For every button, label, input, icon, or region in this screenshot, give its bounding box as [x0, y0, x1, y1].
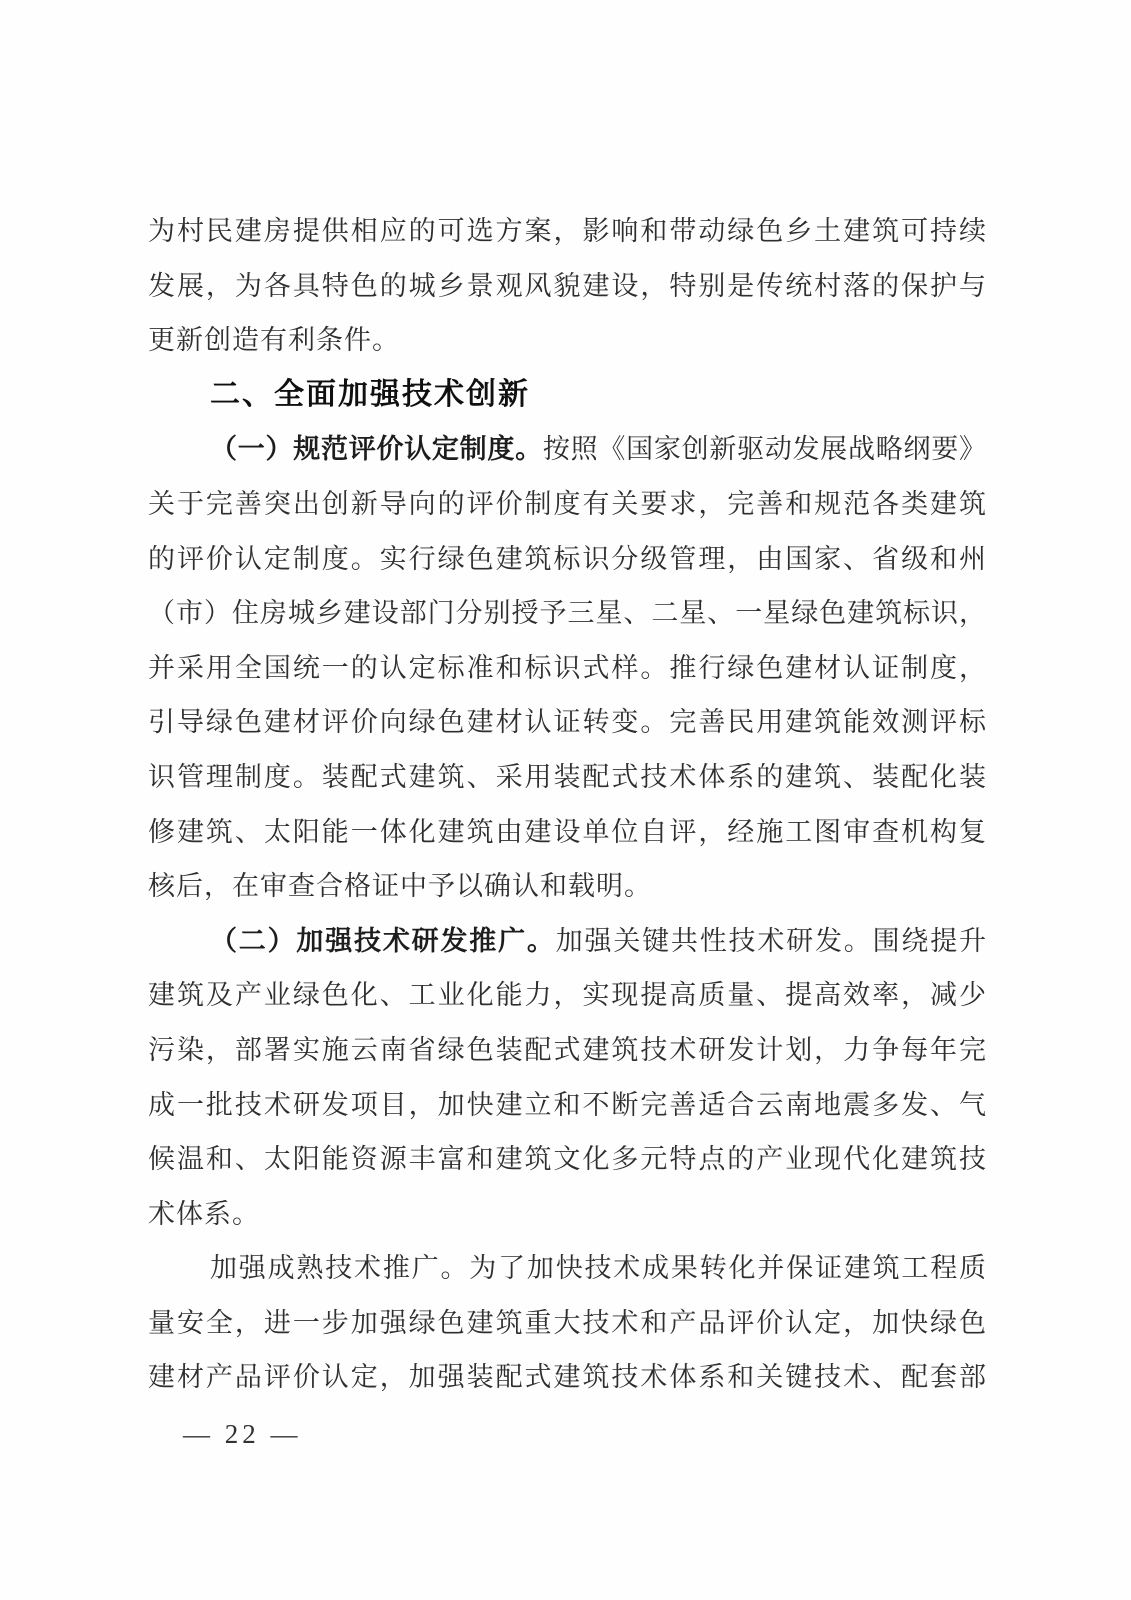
text-line: 加强成熟技术推广。为了加快技术成果转化并保证建筑工程质	[210, 1253, 986, 1284]
text-line: 成一批技术研发项目，加快建立和不断完善适合云南地震多发、气	[148, 1089, 986, 1120]
text-line: 发展，为各具特色的城乡景观风貌建设，特别是传统村落的保护与	[148, 270, 986, 301]
text-line: 建筑及产业绿色化、工业化能力，实现提高质量、提高效率，减少	[148, 980, 986, 1011]
text-line: 污染，部署实施云南省绿色装配式建筑技术研发计划，力争每年完	[148, 1034, 986, 1065]
text-line: 核后，在审查合格证中予以确认和载明。	[148, 871, 652, 902]
text-line: 为村民建房提供相应的可选方案，影响和带动绿色乡土建筑可持续	[148, 216, 986, 246]
document-body	[148, 204, 986, 1405]
text-line	[148, 422, 986, 477]
text-line: 引导绿色建材评价向绿色建材认证转变。完善民用建筑能效测评标	[148, 707, 986, 738]
line-text: 加强关键共性技术研发。围绕提升	[555, 925, 987, 956]
text-line: 候温和、太阳能资源丰富和建筑文化多元特点的产业现代化建筑技	[148, 1144, 986, 1175]
text-line: 更新创造有利条件。	[148, 325, 400, 356]
paragraph-lead: （一）规范评价认定制度。	[210, 434, 543, 465]
section-heading: 二、全面加强技术创新	[210, 377, 530, 411]
text-line	[148, 914, 986, 969]
text-line: 术体系。	[148, 1198, 260, 1229]
text-line: （市）住房城乡建设部门分别授予三星、二星、一星绿色建筑标识，	[148, 598, 986, 629]
paragraph-lead: （二）加强技术研发推广。	[210, 925, 556, 956]
text-line: 建材产品评价认定，加强装配式建筑技术体系和关键技术、配套部	[148, 1362, 986, 1393]
line-text: 按照《国家创新驱动发展战略纲要》	[542, 434, 987, 465]
text-line: 修建筑、太阳能一体化建筑由建设单位自评，经施工图审查机构复	[148, 816, 986, 847]
page-number: — 22 —	[183, 1419, 302, 1449]
text-line: 识管理制度。装配式建筑、采用装配式技术体系的建筑、装配化装	[148, 761, 986, 792]
text-line: 并采用全国统一的认定标准和标识式样。推行绿色建材认证制度，	[148, 652, 986, 683]
text-line: 的评价认定制度。实行绿色建筑标识分级管理，由国家、省级和州	[148, 543, 986, 574]
text-line: 关于完善突出创新导向的评价制度有关要求，完善和规范各类建筑	[148, 488, 986, 519]
text-line: 量安全，进一步加强绿色建筑重大技术和产品评价认定，加快绿色	[148, 1307, 986, 1338]
